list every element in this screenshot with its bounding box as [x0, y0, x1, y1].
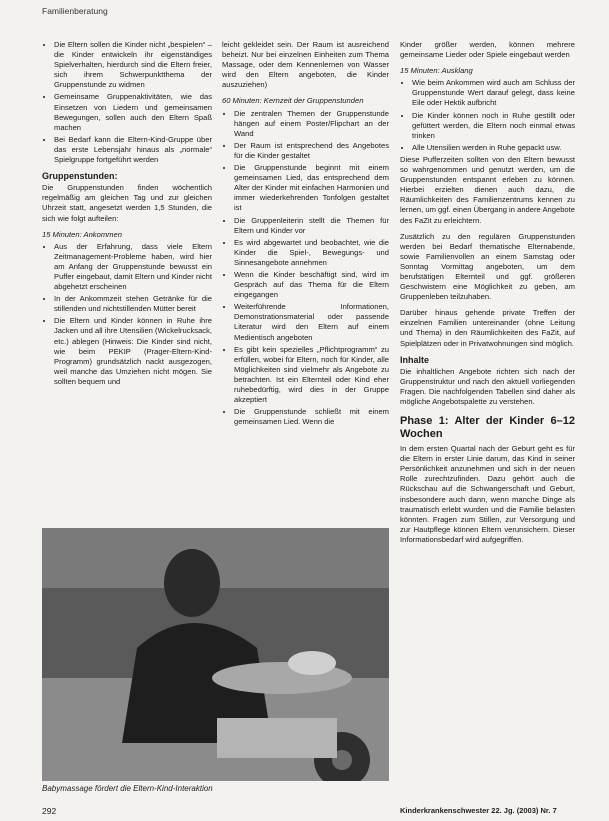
subheading: 60 Minuten: Kernzeit der Gruppenstunden: [222, 96, 364, 106]
list-item: • Gemeinsame Gruppenaktivitäten, wie das Einsetzen von Liedern und gemeinsamen Bewegungen, sollen auch den Eltern Spaß machen: [54, 92, 212, 132]
paragraph: Die inhaltlichen Angebote richten sich nach der Gruppenstruktur und nach den aktuell vorliegenden Fragen. Die nachfolgenden Tabellen sind daher als mögliche Angebotspalette zu verstehen.: [400, 366, 575, 406]
list-item: • Aus der Erfahrung, dass viele Eltern Zeitmanagement-Probleme haben, wird hier am Anfang der Gruppenstunde bewusst ein Puffer eingebaut, damit Eltern und Kinder nicht abgehetzt erscheinen: [54, 242, 212, 292]
list-item: • Die Gruppenstunde beginnt mit einem gemeinsamen Lied, das entsprechend dem Alter der Kinder mit einfachen Harmonien und immer wiederkehrenden Tonfolgen gestaltet ist: [234, 163, 389, 213]
list-item: • Alle Utensilien werden in Ruhe gepackt usw.: [412, 143, 575, 153]
list-item: • Der Raum ist entsprechend des Angebotes für die Kinder gestaltet: [234, 141, 389, 161]
column-2: [222, 40, 389, 429]
section-heading: Inhalte: [400, 354, 430, 365]
list-item: • Die Gruppenleiterin stellt die Themen für Eltern und Kinder vor: [234, 216, 389, 236]
column-3: [400, 40, 575, 551]
list-item: • In der Ankommzeit stehen Getränke für die stillenden und nichtstillenden Mütter bereit: [54, 294, 212, 314]
subheading: 15 Minuten: Ausklang: [400, 66, 473, 76]
paragraph: In dem ersten Quartal nach der Geburt geht es für die Eltern in erster Linie darum, das Kind in seiner Persönlichkeit anzunehmen und sich in der neuen Rolle zurechtzufinden. Dazu gehört auch die Rückschau auf die Schwangerschaft und Geburt, insbesondere auch dann, wenn manche Dinge als traumatisch erlebt wurden und die Familie belasten könnten. Fragen zum Stillen, zur Versorgung und zur Hautpflege können Eltern verunsichern. Dieser Informationsbedarf wird aufgegriffen.: [400, 444, 575, 544]
column-1: [42, 40, 212, 389]
photo-illustration: [42, 528, 389, 781]
photo-caption: Babymassage fördert die Eltern-Kind-Interaktion: [42, 784, 213, 793]
section-heading: Gruppenstunden:: [42, 171, 118, 182]
bullet-list-top: [42, 40, 212, 165]
page-number: 292: [42, 806, 57, 816]
baby-massage-photo: [42, 528, 389, 781]
paragraph: Diese Pufferzeiten sollten von den Eltern bewusst so wahrgenommen und genutzt werden, um die Gruppenstunden entspannt erleben zu können. Hierbei erzielten dienen auch dazu, die Räumlichkeiten des Familienzentrums kennen zu lernen, um ggf. einen Übergang in andere Angebote des FaZit zu erleichtern.: [400, 154, 575, 225]
running-header: Familienberatung: [42, 6, 108, 16]
paragraph: Kinder größer werden, können mehrere gemeinsame Lieder oder Spiele eingebaut werden: [400, 40, 575, 60]
paragraph: Die Gruppenstunden finden wöchentlich regelmäßig am gleichen Tag und zur gleichen Uhrzeit statt, angesetzt werden 1,5 Stunden, die sich wie folgt aufteilen:: [42, 183, 212, 223]
paragraph: Darüber hinaus gehende private Treffen der einzelnen Familien untereinander (ohne Leitung und Thema) in den Räumlichkeiten des FaZit, auf Spielplätzen oder in Privatwohnungen sind möglich.: [400, 308, 575, 348]
list-item: • Die Eltern und Kinder können in Ruhe ihre Jacken und all ihre Utensilien (Wickelrucksack, etc.) ablegen (Hinweis: Die Kinder sind nicht, wie beim PEKIP (Prager-Eltern-Kind-Programm) grundsätzlich nackt ausgezogen, weil manche das Umziehen nicht mögen. Sie sollten bequem und: [54, 316, 212, 387]
list-item: • Bei Bedarf kann die Eltern-Kind-Gruppe über das erste Lebensjahr hinaus als „normale“ Spielgruppe fortgeführt werden: [54, 135, 212, 165]
list-item: • Wenn die Kinder beschäftigt sind, wird im Gespräch auf das Thema für die Eltern eingegangen: [234, 270, 389, 300]
paragraph: Zusätzlich zu den regulären Gruppenstunden werden bei Bedarf thematische Elternabende, sowie Familienvollen an einem Samstag oder Sonntag Vormittag angeboten, um dem berufstätigen Elternteil und ggf. größeren Geschwistern eine Möglichkeit zu geben, am Gruppenleben teilzuhaben.: [400, 231, 575, 302]
subheading: 15 Minuten: Ankommen: [42, 229, 122, 239]
list-item: • Weiterführende Informationen, Demonstrationsmaterial oder passende Literatur wird den Eltern auf einem Medientisch angeboten: [234, 302, 389, 342]
list-item: • Wie beim Ankommen wird auch am Schluss der Gruppenstunde Wert darauf gelegt, dass keine Eile oder Hektik aufbricht: [412, 78, 575, 108]
bullet-list: [42, 242, 212, 387]
list-item: • Die Kinder können noch in Ruhe gestillt oder gefüttert werden, die Eltern noch einmal etwas trinken: [412, 111, 575, 141]
list-item: • Die Gruppenstunde schließt mit einem gemeinsamen Lied. Wenn die: [234, 407, 389, 427]
list-item: • Es wird abgewartet und beobachtet, wie die Kinder die Spiel-, Bewegungs- und Sinnesangebote annehmen: [234, 238, 389, 268]
bullet-list: [400, 78, 575, 153]
phase-heading: Phase 1: Alter der Kinder 6–12 Wochen: [400, 415, 575, 441]
list-item: • Die zentralen Themen der Gruppenstunde hängen auf einem Poster/Flipchart an der Wand: [234, 109, 389, 139]
journal-footer: Kinderkrankenschwester 22. Jg. (2003) Nr. 7: [400, 806, 557, 815]
paragraph: leicht gekleidet sein. Der Raum ist ausreichend beheizt. Nur bei einzelnen Einheiten zum Thema Massage, oder dem Kennenlernen von Wasser wird den Eltern angeboten, die Kinder auszuziehen): [222, 40, 389, 90]
list-item: • Die Eltern sollen die Kinder nicht „bespielen“ – die Kinder entwickeln ihr eigenständiges Spielverhalten, hierdurch sind die Eltern freier, sich ihrem Schwerpunktthema der Gruppenstunde zu widmen: [54, 40, 212, 90]
bullet-list: [222, 109, 389, 428]
list-item: • Es gibt kein spezielles „Pflichtprogramm“ zu erfüllen, wobei für Eltern, noch für Kinder, alle Möglichkeiten sind vielmehr als Angebote zu betrachten. Ist ein Elternteil oder Kind eher ruhebedürftig, wird dies in der Gruppe akzeptiert: [234, 345, 389, 406]
